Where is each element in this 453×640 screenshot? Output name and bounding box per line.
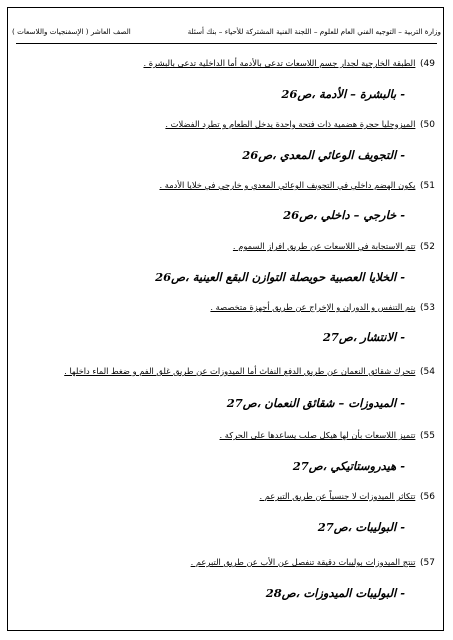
- question-text: يتم التنفس و الدوران و الإخراج عن طريق أجهزة متخصصة .: [210, 302, 416, 312]
- question-53: [0, 302, 453, 313]
- question-number: 52): [420, 242, 435, 252]
- question-52: [0, 241, 453, 252]
- answer-54: - الميدوزات – شقائق النعمان ،ص27: [226, 396, 405, 410]
- answer-55: - هيدروستاتيكي ،ص27: [292, 459, 405, 473]
- question-text: يكون الهضم داخلي في التجويف الوعائي المعدي و خارجي في خلايا الأدمة .: [159, 180, 416, 190]
- answer-53: - الانتشار ،ص27: [322, 330, 405, 344]
- question-number: 55): [420, 431, 435, 441]
- question-54: [0, 366, 453, 377]
- header-grade: الصف العاشر ( الإسفنجيات واللاسعات ): [12, 26, 131, 36]
- page-header: [12, 20, 441, 42]
- question-number: 51): [420, 181, 435, 191]
- question-number: 54): [420, 367, 435, 377]
- question-57: [0, 557, 453, 568]
- question-text: الطبقة الخارجية لجدار جسم اللاسعات تدعى بالأدمة أما الداخلية تدعى بالبشرة .: [143, 58, 416, 68]
- question-number: 57): [420, 558, 435, 568]
- answer-51: - خارجي – داخلي ،ص26: [283, 208, 405, 222]
- question-number: 53): [420, 303, 435, 313]
- question-55: [0, 430, 453, 441]
- question-text: تنتج الميدوزات بوليبات دقيقة تنفصل عن الأب عن طريق التبرعم .: [190, 557, 416, 567]
- question-56: [0, 491, 453, 502]
- answer-50: - التجويف الوعائي المعدي ،ص26: [242, 148, 405, 162]
- question-text: تتكاثر الميدوزات لا جنسياً عن طريق التبرعم .: [259, 491, 416, 501]
- question-number: 49): [420, 59, 435, 69]
- question-51: [0, 180, 453, 191]
- answer-49: - بالبشرة – الأدمة ،ص26: [281, 87, 405, 101]
- question-number: 50): [420, 120, 435, 130]
- question-text: تتميز اللاسعات بأن لها هيكل صلب يساعدها على الحركة .: [219, 430, 416, 440]
- question-number: 56): [420, 492, 435, 502]
- question-text: تتحرك شقائق النعمان عن طريق الدفع النفاث أما الميدوزات عن طريق غلق الفم و ضغط الماء داخلها .: [64, 366, 416, 376]
- header-title: وزارة التربية – التوجيه الفني العام للعلوم – اللجنة الفنية المشتركة للأحياء – بنك أسئلة: [187, 26, 441, 36]
- header-divider: [16, 43, 437, 44]
- answer-52: - الخلايا العصبية حويصلة التوازن البقع العينية ،ص26: [155, 270, 405, 284]
- answer-57: - البوليبات الميدوزات ،ص28: [265, 586, 405, 600]
- question-50: [0, 119, 453, 130]
- question-49: [0, 58, 453, 69]
- question-text: تتم الاستجابة في اللاسعات عن طريق افراز السموم .: [232, 241, 416, 251]
- answer-56: - البوليبات ،ص27: [317, 520, 405, 534]
- question-text: الميزوجليا حجرة هضمية ذات فتحة واحدة يدخل الطعام و تطرد الفضلات .: [165, 119, 416, 129]
